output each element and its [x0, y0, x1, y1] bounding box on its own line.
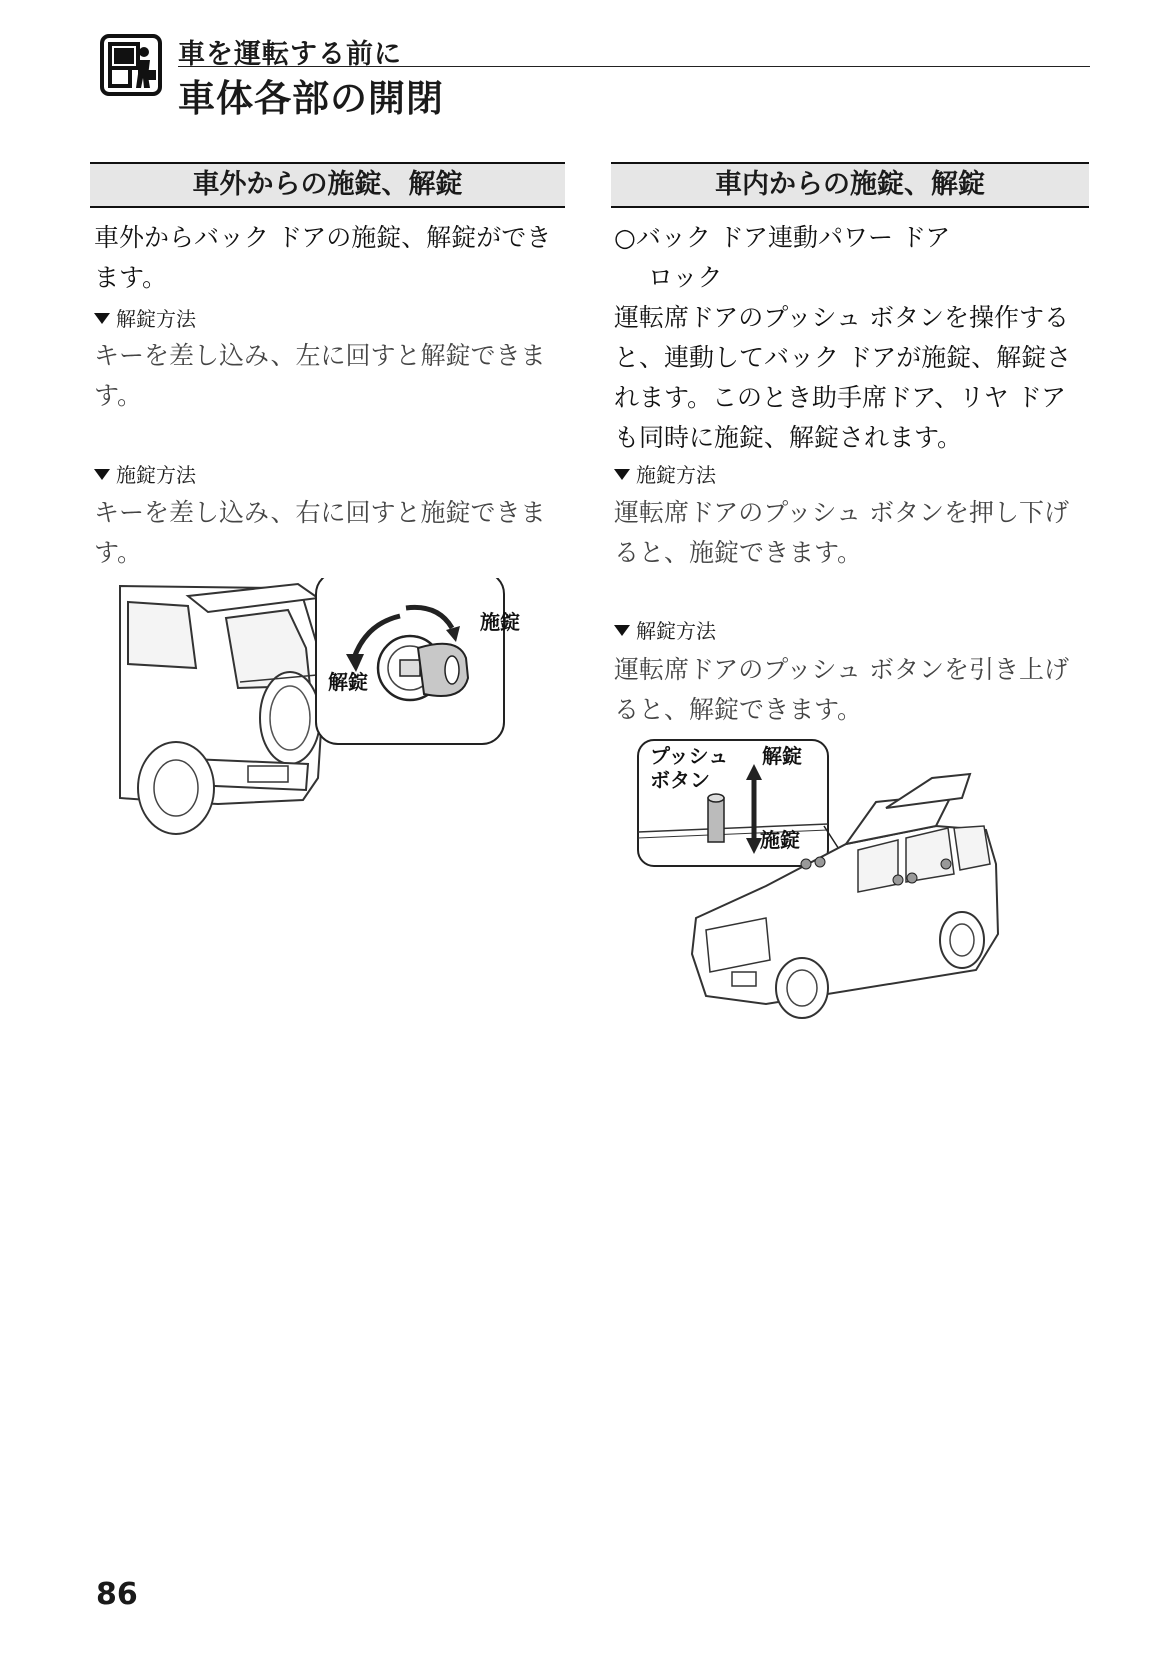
inside-unlock-heading [614, 618, 716, 644]
push-button-lock-illustration [636, 734, 1056, 1034]
text-line: ○バック ドア連動パワー ドア [614, 223, 951, 252]
inside-lock-heading [614, 462, 716, 488]
text-line: ます。 [94, 263, 168, 292]
page-title: 車体各部の開閉 [178, 77, 444, 120]
triangle-bullet-icon [614, 469, 630, 480]
subheading-label: 施錠方法 [116, 463, 196, 487]
outside-lock-text [94, 493, 569, 573]
section-heading-inside: 車内からの施錠、解錠 [611, 162, 1089, 208]
push-button-label [650, 744, 728, 792]
person-at-car-door-icon [100, 34, 162, 96]
feature-title [614, 218, 1094, 298]
header-divider [178, 66, 1090, 67]
lock-direction-label: 施錠 [760, 828, 800, 852]
chapter-subtitle: 車を運転する前に [178, 39, 402, 70]
label-line: ボタン [650, 768, 710, 792]
text-line: も同時に施錠、解錠されます。 [614, 423, 963, 452]
subheading-label: 施錠方法 [636, 463, 716, 487]
feature-description [614, 298, 1094, 458]
text-line: ロック [648, 263, 723, 292]
text-line: と、連動してバック ドアが施錠、解錠さ [614, 343, 1072, 372]
text-line: ると、解錠できます。 [614, 695, 863, 724]
triangle-bullet-icon [94, 469, 110, 480]
outside-unlock-text [94, 336, 569, 416]
text-line: ると、施錠できます。 [614, 538, 863, 567]
section-heading-outside: 車外からの施錠、解錠 [90, 162, 565, 208]
page-number: 86 [96, 1577, 138, 1612]
text-line: 運転席ドアのプッシュ ボタンを押し下げ [614, 498, 1069, 527]
text-line: 運転席ドアのプッシュ ボタンを引き上げ [614, 655, 1069, 684]
inside-unlock-text [614, 650, 1094, 730]
outside-unlock-heading [94, 306, 196, 332]
outside-lock-heading [94, 462, 196, 488]
back-door-key-illustration [118, 578, 538, 838]
outside-intro-text [94, 218, 569, 298]
triangle-bullet-icon [94, 313, 110, 324]
subheading-label: 解錠方法 [116, 307, 196, 331]
text-line: キーを差し込み、右に回すと施錠できま [94, 498, 546, 527]
lock-direction-label: 施錠 [480, 610, 520, 634]
text-line: す。 [94, 538, 143, 567]
label-line: プッシュ [650, 744, 729, 768]
text-line: れます。このとき助手席ドア、リヤ ドア [614, 383, 1066, 412]
subheading-label: 解錠方法 [636, 619, 716, 643]
unlock-direction-label: 解錠 [762, 744, 802, 768]
inside-lock-text [614, 493, 1094, 573]
text-line: す。 [94, 381, 143, 410]
triangle-bullet-icon [614, 625, 630, 636]
unlock-direction-label: 解錠 [328, 670, 368, 694]
text-line: 運転席ドアのプッシュ ボタンを操作する [614, 303, 1069, 332]
text-line: キーを差し込み、左に回すと解錠できま [94, 341, 546, 370]
text-line: 車外からバック ドアの施錠、解錠ができ [94, 223, 552, 252]
